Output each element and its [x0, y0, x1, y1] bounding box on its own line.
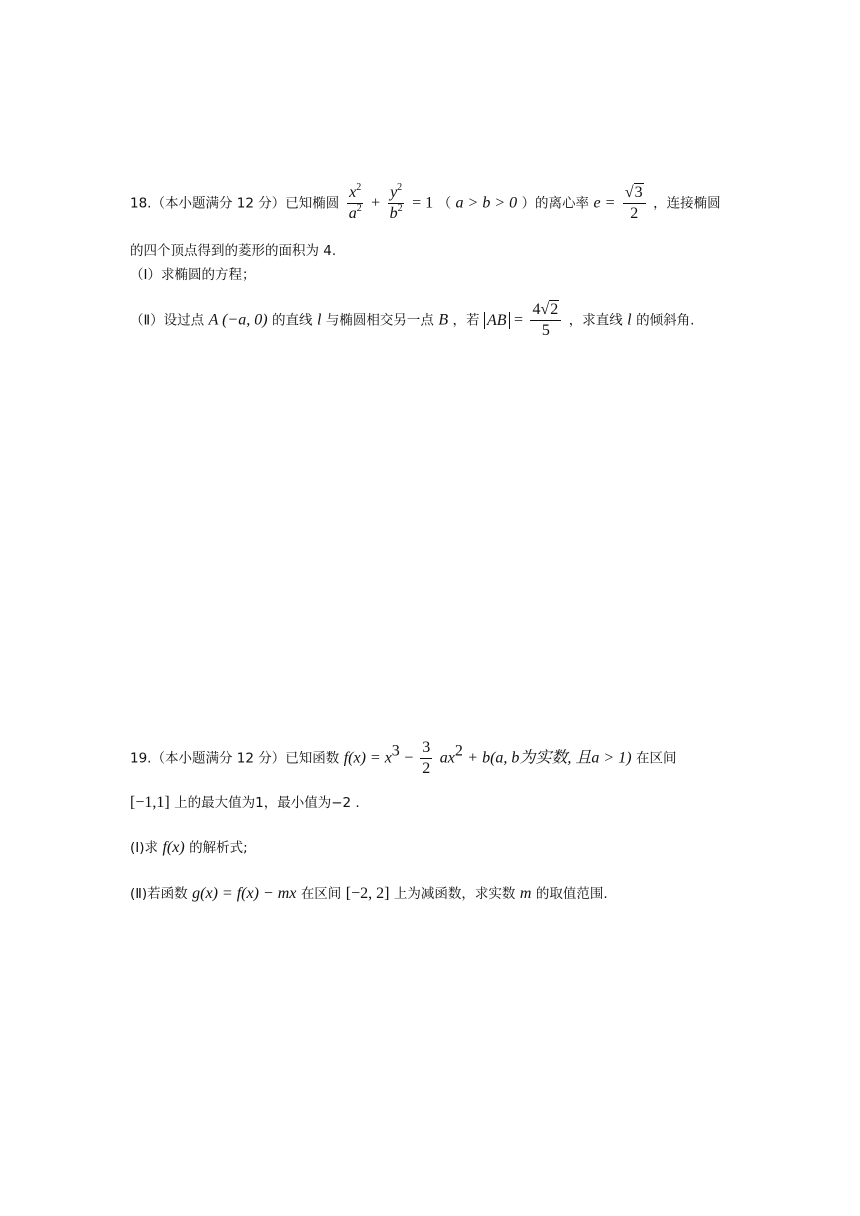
- interval-1: [−1,1]: [130, 794, 170, 811]
- function-f: f(x) = x: [343, 749, 392, 767]
- problem-19-prefix: 19.（本小题满分 12 分）已知函数: [130, 750, 340, 767]
- ellipse-condition: a > b > 0: [455, 194, 518, 212]
- ellipse-x-term: $\frac{x^2}{a^2}$: [348, 182, 362, 222]
- ellipse-y-term: $\frac{y^2}{b^2}$: [389, 182, 403, 222]
- problem-18-line-2: 的四个顶点得到的菱形的面积为 4.: [130, 243, 337, 259]
- eccentricity-value: $\frac{√3}{2}$: [623, 183, 646, 224]
- problem-18-line-1: 18.（本小题满分 12 分）已知椭圆 $\frac{x^2}{a^2}$ + $\frac{y^2}{b^2}$ = 1 （ a > b > 0 ）的离心率 e = $\frac{√3}{2}$ ，连接椭圆: [130, 182, 721, 222]
- problem-18-prefix: 18.（本小题满分 12 分）已知椭圆: [130, 195, 340, 212]
- problem-19-part-1: (Ⅰ)求 f(x) 的解析式;: [130, 839, 248, 856]
- problem-18-part-1: （Ⅰ）求椭圆的方程；: [130, 267, 256, 283]
- problem-19-part-2: (Ⅱ)若函数 g(x) = f(x) − mx 在区间 [−2, 2] 上为减函数，求实数 m 的取值范围.: [130, 885, 608, 902]
- segment-ab: AB: [484, 312, 510, 329]
- eccentricity-label: e =: [593, 194, 616, 212]
- problem-18-part-2: （Ⅱ）设过点 A (−a, 0) 的直线 l 与椭圆相交另一点 B ，若 AB = $\frac{4√2}{5}$ ，求直线 l 的倾斜角.: [130, 301, 695, 339]
- point-a: A (−a, 0): [208, 311, 268, 329]
- function-g: g(x) = f(x) − mx: [192, 885, 297, 902]
- interval-2: [−2, 2]: [345, 885, 390, 902]
- function-tail: + b(a, b为实数, 且a > 1): [467, 749, 632, 767]
- ab-length: $\frac{4√2}{5}$: [530, 300, 561, 341]
- coef-three-halves: $\frac{3}{2}$: [422, 739, 431, 777]
- problem-19-line-1: 19.（本小题满分 12 分）已知函数 $f(x) = x^3$ − $\frac{3}{2}$ $ax^2 + b(a$, b为实数, 且a > 1) 在区间: [130, 739, 677, 777]
- problem-19-line-2: [−1,1] 上的最大值为1，最小值为−2 .: [130, 794, 360, 811]
